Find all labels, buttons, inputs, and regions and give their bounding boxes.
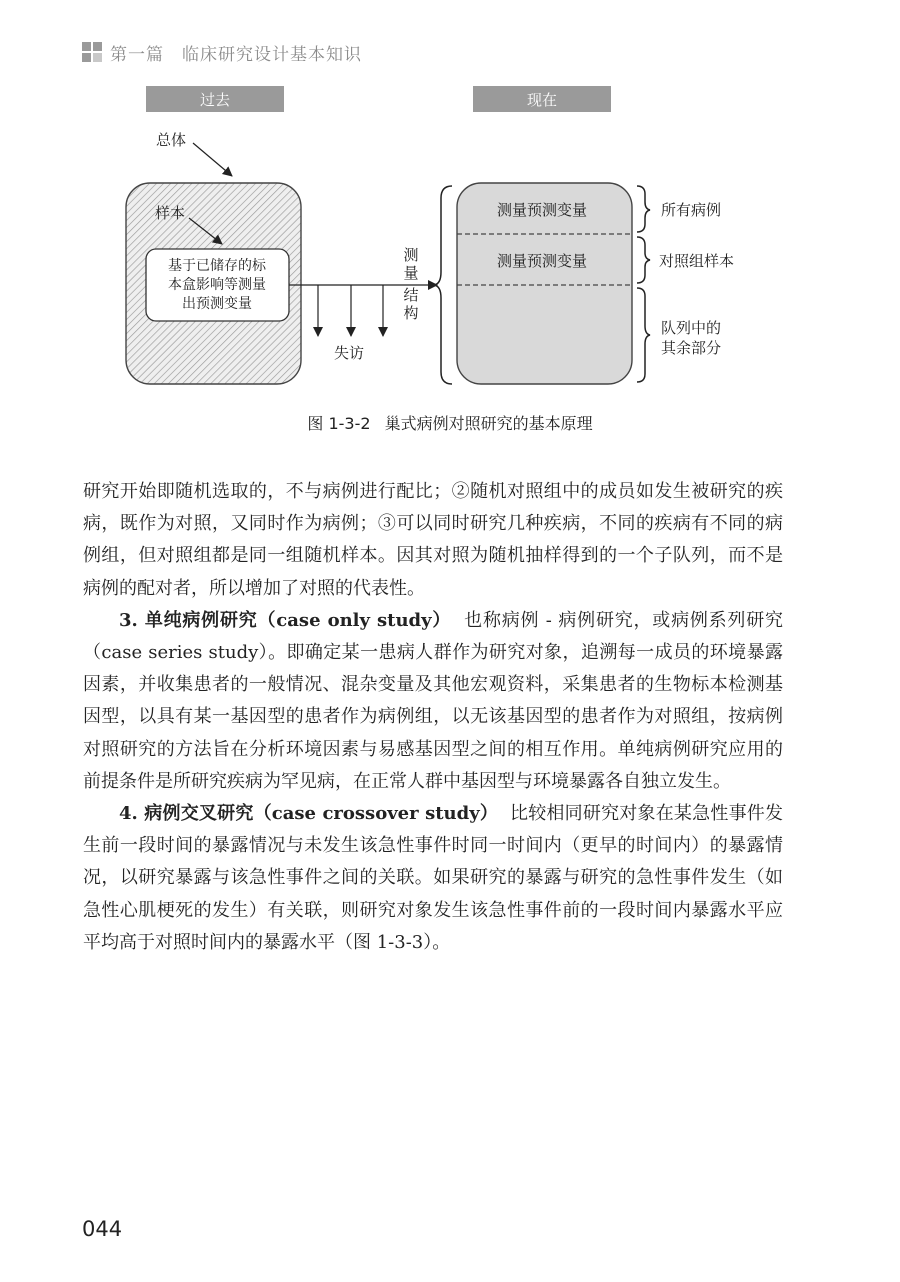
figure-caption [0,411,900,434]
header-part: 第一篇 [110,44,164,65]
paragraph-1: 研究开始即随机选取的，不与病例进行配比；②随机对照组中的成员如发生被研究的疾病，既作为对照，又同时作为病例；③可以同时研究几种疾病，不同的疾病有不同的病例组，但对照组都是同一组随机样本。因其对照为随机抽样得到的一个子队列，而不是病例的配对者，所以增加了对照的代表性。 [83,481,783,599]
stored-line-1: 基于已储存的标 [168,258,266,274]
past-label: 过去 [199,91,231,109]
segment-label-1: 测量预测变量 [496,201,588,219]
present-label: 现在 [526,91,558,109]
measure-char-1: 测 [403,246,419,264]
nested-case-control-figure [0,0,900,450]
paragraph-3-text: 比较相同研究对象在某急性事件发生前一段时间的暴露情况与未发生该急性事件时同一时间内（更早的时间内）的暴露情况，以研究暴露与该急性事件之间的关联。如果研究的暴露与研究的急性事件发生（如急性心肌梗死的发生）有关联，则研究对象发生该急性事件前的一段时间内暴露水平应平均高于对照时间内的暴露水平（图 1-3-3）。 [83,803,784,953]
paragraph-3 [83,798,783,959]
paragraph-3-heading: 4. 病例交叉研究（case crossover study） [119,803,499,825]
figure-diagram [0,0,900,450]
population-label: 总体 [156,131,187,149]
stored-line-2: 本盒影响等测量 [168,277,266,293]
population-arrow [193,143,232,176]
right-brace-1 [637,186,650,232]
right-brace-2 [637,237,650,283]
side-label-1: 所有病例 [661,201,722,219]
loss-label: 失访 [334,344,365,362]
measure-char-3: 结 [403,286,419,304]
measure-char-4: 构 [403,304,419,322]
page-number: 044 [82,1217,123,1241]
figure-caption-title: 巢式病例对照研究的基本原理 [384,414,593,433]
body-text [83,476,783,959]
right-brace-3 [637,288,650,382]
paragraph-2-text: 也称病例 - 病例研究，或病例系列研究（case series study）。即确定某一患病人群作为研究对象，追溯每一成员的环境暴露因素，并收集患者的一般情况、混杂变量及其他宏观资料，采集患者的生物标本检测基因型，以具有某一基因型的患者作为病例组，以无该基因型的患者作为对照组，按病例对照研究的方法旨在分析环境因素与易感基因型之间的相互作用。单纯病例研究应用的前提条件是所研究疾病为罕见病，在正常人群中基因型与环境暴露各自独立发生。 [83,609,783,792]
side-label-3-line-2: 其余部分 [661,339,722,357]
paragraph-2 [83,605,783,798]
figure-caption-number: 图 1-3-2 [307,414,371,433]
stored-line-3: 出预测变量 [182,296,252,312]
header-title: 临床研究设计基本知识 [182,44,362,65]
side-label-3-line-1: 队列中的 [661,319,722,337]
sample-label: 样本 [155,204,186,222]
side-label-2: 对照组样本 [659,252,735,270]
measure-char-2: 量 [403,264,419,282]
paragraph-2-heading: 3. 单纯病例研究（case only study） [119,609,452,631]
segment-label-2: 测量预测变量 [496,252,588,270]
